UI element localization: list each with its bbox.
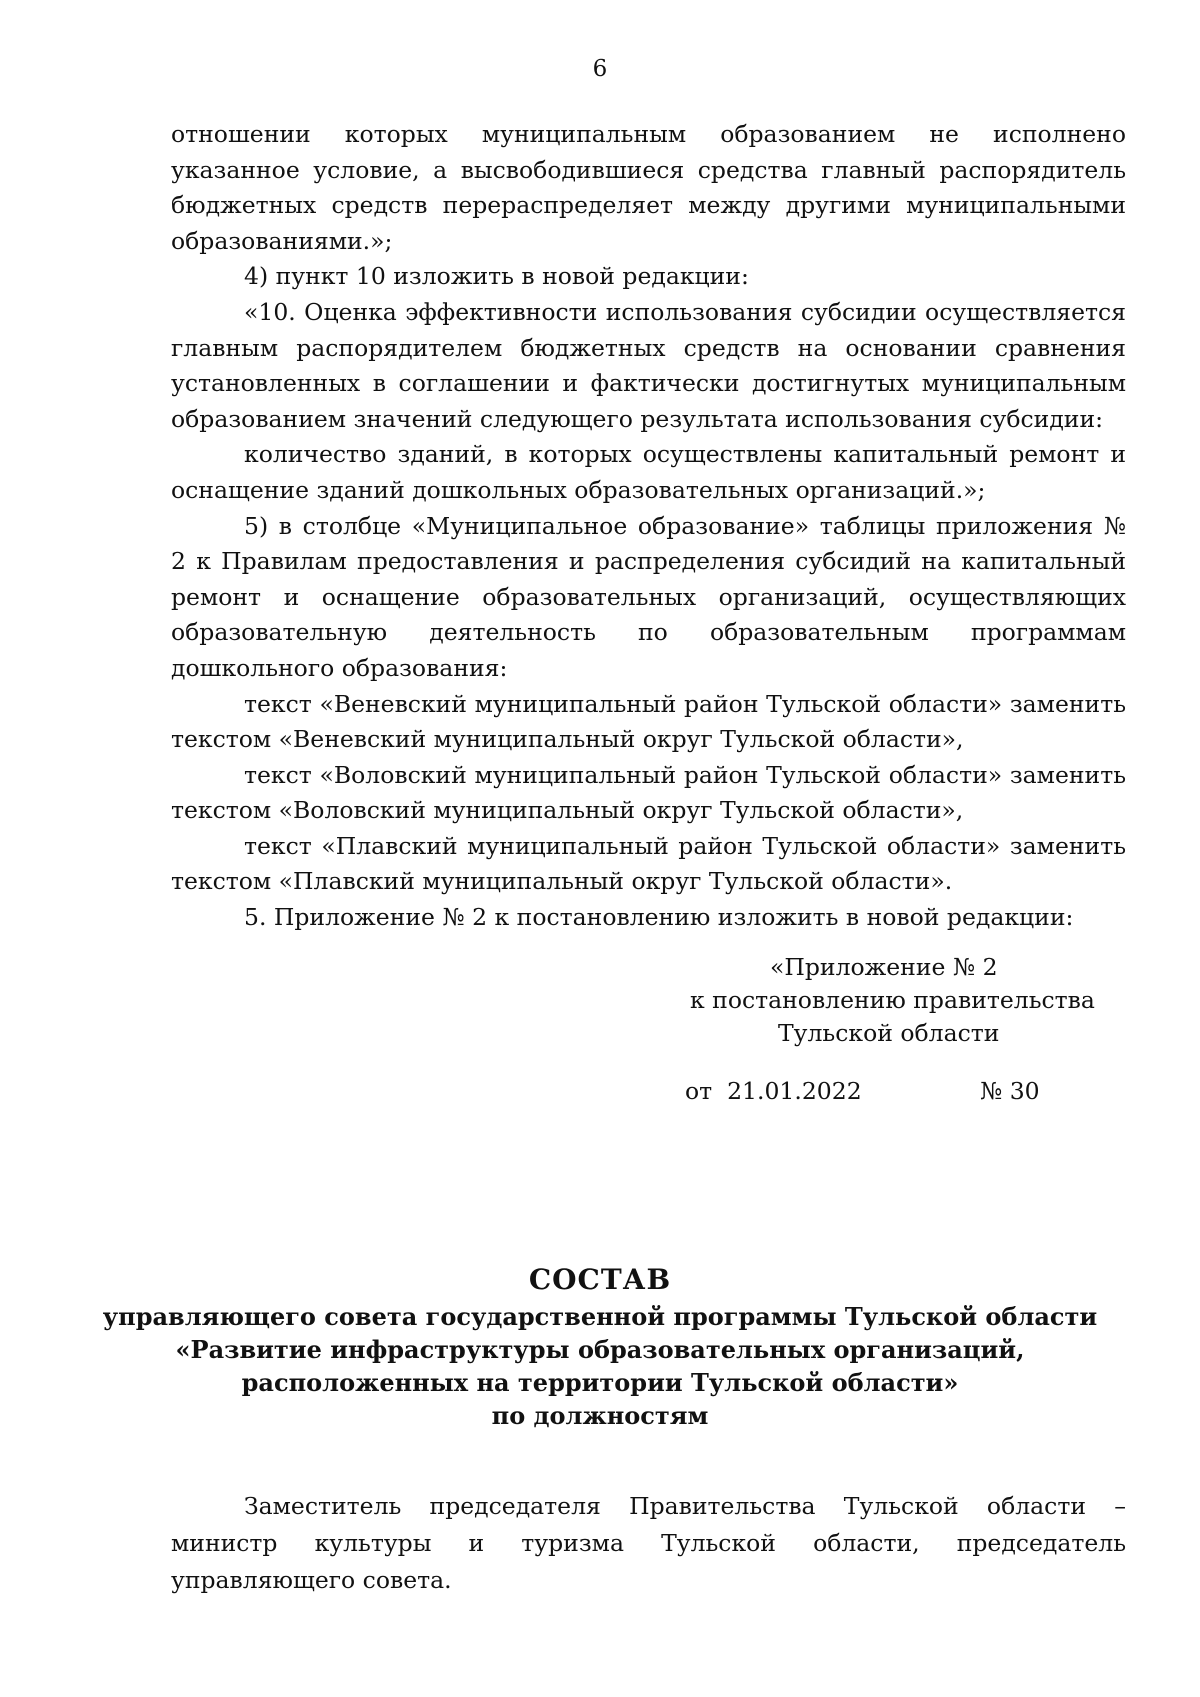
heading-line: по должностям: [491, 1401, 709, 1430]
annex-date: 21.01.2022: [727, 1077, 862, 1105]
heading-line: управляющего совета государственной программы Тульской области: [102, 1302, 1098, 1331]
paragraph: текст «Воловский муниципальный район Тульской области» заменить текстом «Воловский муниципальный округ Тульской области»,: [171, 760, 1126, 825]
annex-date-line: [685, 1075, 1105, 1108]
paragraph: 5. Приложение № 2 к постановлению изложить в новой редакции:: [244, 903, 1074, 932]
paragraph: 4) пункт 10 изложить в новой редакции:: [244, 262, 749, 291]
paragraph: количество зданий, в которых осуществлены капитальный ремонт и оснащение зданий дошкольных образовательных организаций.»;: [171, 440, 1126, 504]
annex-region: Тульской области: [778, 1019, 1000, 1047]
paragraph: «10. Оценка эффективности использования субсидии осуществляется главным распорядителем бюджетных средств на основании сравнения установленных в соглашении и фактически достигнутых муниципальным образованием значений следующего результата использования субсидии:: [171, 297, 1126, 433]
heading-title: СОСТАВ: [528, 1263, 672, 1296]
annex-header: [660, 951, 1130, 1105]
page-number: 6: [592, 56, 608, 82]
paragraph: отношении которых муниципальным образованием не исполнено указанное условие, а высвободившиеся средства главный распорядитель бюджетных средств перераспределяет между другими муниципальными образованиями.»;: [171, 120, 1126, 255]
annex-reference: к постановлению правительства: [690, 986, 1095, 1014]
annex-date-prefix: от: [685, 1077, 713, 1105]
heading-line: расположенных на территории Тульской области»: [241, 1368, 959, 1397]
chair-paragraph: Заместитель председателя Правительства Тульской области – министр культуры и туризма Тульской области, председатель управляющего совета.: [171, 1491, 1126, 1594]
document-body: [171, 117, 1126, 936]
heading-line: «Развитие инфраструктуры образовательных организаций,: [175, 1335, 1025, 1364]
section-heading: [100, 1263, 1100, 1432]
annex-title: «Приложение № 2: [770, 953, 998, 981]
annex-number: № 30: [980, 1077, 1040, 1105]
paragraph: 5) в столбце «Муниципальное образование» таблицы приложения № 2 к Правилам предоставления и распределения субсидий на капитальный ремонт и оснащение образовательных организаций, осуществляющих образовательную деятельность по образовательным программам дошкольного образования:: [171, 511, 1126, 682]
paragraph: текст «Плавский муниципальный район Тульской области» заменить текстом «Плавский муниципальный округ Тульской области».: [171, 831, 1126, 896]
paragraph: текст «Веневский муниципальный район Тульской области» заменить текстом «Веневский муниципальный округ Тульской области»,: [171, 689, 1126, 754]
